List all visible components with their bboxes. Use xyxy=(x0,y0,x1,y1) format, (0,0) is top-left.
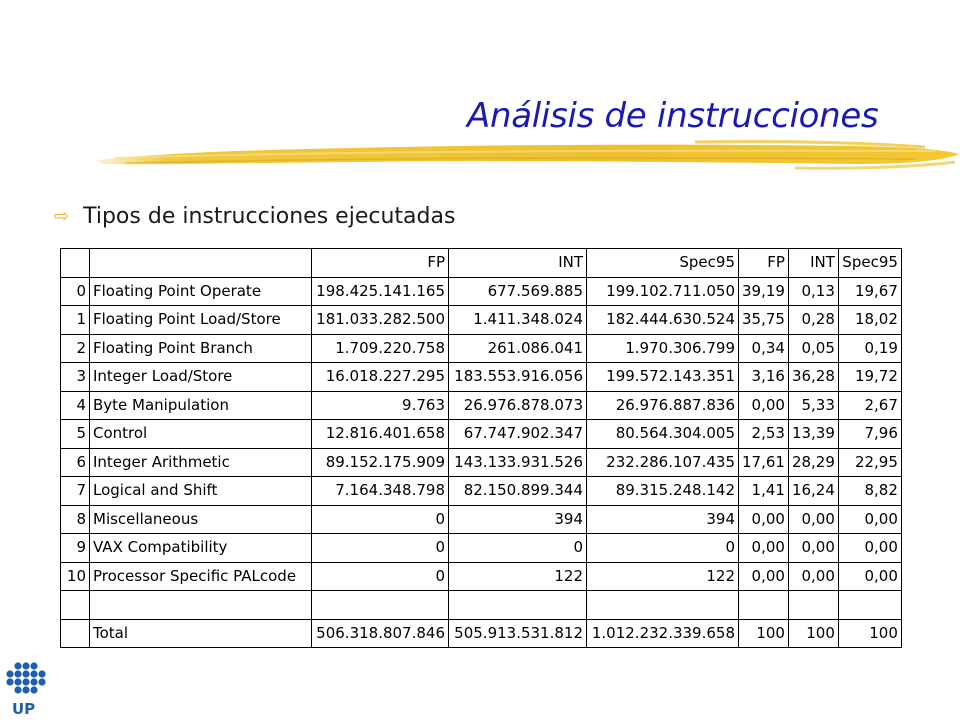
table-cell: 183.553.916.056 xyxy=(449,363,587,392)
table-cell: 12.816.401.658 xyxy=(312,420,449,449)
table-cell: 0,00 xyxy=(739,391,789,420)
table-cell: 1.012.232.339.658 xyxy=(587,619,739,648)
table-cell xyxy=(788,591,838,620)
table-cell: 35,75 xyxy=(739,306,789,335)
logo-dot xyxy=(30,662,37,669)
table-cell: 0 xyxy=(312,534,449,563)
table-cell: Floating Point Load/Store xyxy=(90,306,312,335)
logo-dot xyxy=(38,678,45,685)
logo-dot xyxy=(30,686,37,693)
table-row xyxy=(61,534,902,563)
table-cell: 394 xyxy=(449,505,587,534)
logo-dot xyxy=(6,678,13,685)
table-cell: 13,39 xyxy=(788,420,838,449)
table-cell: 6 xyxy=(61,448,90,477)
table-cell: 0,00 xyxy=(739,534,789,563)
table-header-row xyxy=(61,249,902,278)
table-cell: 122 xyxy=(449,562,587,591)
table-cell: Byte Manipulation xyxy=(90,391,312,420)
table-cell: 0,00 xyxy=(838,562,901,591)
logo-dot xyxy=(6,670,13,677)
table-cell: 0 xyxy=(449,534,587,563)
hollow-arrow-icon: ⇨ xyxy=(54,206,70,227)
table-cell: 89.152.175.909 xyxy=(312,448,449,477)
table-header-cell: INT xyxy=(449,249,587,278)
table-cell: 0,34 xyxy=(739,334,789,363)
table-cell: 0,00 xyxy=(739,505,789,534)
table-row xyxy=(61,334,902,363)
logo-dot xyxy=(14,686,21,693)
table-cell: 0,13 xyxy=(788,277,838,306)
table-row xyxy=(61,391,902,420)
bullet-item xyxy=(54,204,455,229)
table-cell: 16,24 xyxy=(788,477,838,506)
table-row xyxy=(61,477,902,506)
table-header-cell: FP xyxy=(739,249,789,278)
table-cell: 19,72 xyxy=(838,363,901,392)
table-cell xyxy=(61,591,90,620)
table-cell: 1.411.348.024 xyxy=(449,306,587,335)
table-row xyxy=(61,306,902,335)
table-row xyxy=(61,448,902,477)
table-cell: 198.425.141.165 xyxy=(312,277,449,306)
table-cell: 7,96 xyxy=(838,420,901,449)
table-cell: 82.150.899.344 xyxy=(449,477,587,506)
table-cell: 67.747.902.347 xyxy=(449,420,587,449)
table-cell: 1.970.306.799 xyxy=(587,334,739,363)
bullet-text: Tipos de instrucciones ejecutadas xyxy=(83,204,456,229)
table-cell: 505.913.531.812 xyxy=(449,619,587,648)
logo-dot xyxy=(22,662,29,669)
table-cell: 9.763 xyxy=(312,391,449,420)
table-cell xyxy=(587,591,739,620)
table-cell: 0,19 xyxy=(838,334,901,363)
table-cell: 0 xyxy=(587,534,739,563)
logo-dot xyxy=(38,670,45,677)
table-cell: 394 xyxy=(587,505,739,534)
table-row xyxy=(61,619,902,648)
table-cell: Processor Specific PALcode xyxy=(90,562,312,591)
table-cell: 5 xyxy=(61,420,90,449)
logo-dot xyxy=(14,670,21,677)
table-cell: 0 xyxy=(61,277,90,306)
table-cell: 0,00 xyxy=(788,562,838,591)
table-row xyxy=(61,277,902,306)
table-cell: Floating Point Operate xyxy=(90,277,312,306)
table-cell: 28,29 xyxy=(788,448,838,477)
table-cell: 4 xyxy=(61,391,90,420)
university-logo-icon xyxy=(6,662,46,716)
table-cell: 2,53 xyxy=(739,420,789,449)
table-row xyxy=(61,505,902,534)
table-cell: 0,28 xyxy=(788,306,838,335)
table-cell: 3 xyxy=(61,363,90,392)
table-cell xyxy=(739,591,789,620)
table-cell: VAX Compatibility xyxy=(90,534,312,563)
table-cell: 80.564.304.005 xyxy=(587,420,739,449)
table-cell: Integer Arithmetic xyxy=(90,448,312,477)
table-cell: 232.286.107.435 xyxy=(587,448,739,477)
table-cell: 8,82 xyxy=(838,477,901,506)
logo-dot xyxy=(22,686,29,693)
logo-dot xyxy=(22,678,29,685)
logo-text: UP xyxy=(12,700,36,716)
table-cell: 0,00 xyxy=(838,534,901,563)
table-cell: Control xyxy=(90,420,312,449)
table-header-cell: FP xyxy=(312,249,449,278)
table-cell: 199.102.711.050 xyxy=(587,277,739,306)
table-cell: Floating Point Branch xyxy=(90,334,312,363)
table-cell: 0,00 xyxy=(838,505,901,534)
table-cell: 10 xyxy=(61,562,90,591)
table-cell: 7.164.348.798 xyxy=(312,477,449,506)
logo-dot xyxy=(30,670,37,677)
table-header-cell: INT xyxy=(788,249,838,278)
table-cell: 0,00 xyxy=(739,562,789,591)
table-cell: 18,02 xyxy=(838,306,901,335)
table-cell: 2 xyxy=(61,334,90,363)
table-cell: 1.709.220.758 xyxy=(312,334,449,363)
table-cell: 182.444.630.524 xyxy=(587,306,739,335)
table-cell: 100 xyxy=(739,619,789,648)
table-cell xyxy=(90,591,312,620)
table-cell: 17,61 xyxy=(739,448,789,477)
table-cell: 16.018.227.295 xyxy=(312,363,449,392)
table-cell: 2,67 xyxy=(838,391,901,420)
logo-dot xyxy=(22,670,29,677)
table-row xyxy=(61,562,902,591)
table-cell: 143.133.931.526 xyxy=(449,448,587,477)
table-header-cell: Spec95 xyxy=(838,249,901,278)
table-cell xyxy=(312,591,449,620)
table-cell: Total xyxy=(90,619,312,648)
table-cell: Integer Load/Store xyxy=(90,363,312,392)
table-header-cell xyxy=(61,249,90,278)
table-cell: 199.572.143.351 xyxy=(587,363,739,392)
table-cell: Miscellaneous xyxy=(90,505,312,534)
table-header-cell xyxy=(90,249,312,278)
table-cell: 122 xyxy=(587,562,739,591)
table-cell: 8 xyxy=(61,505,90,534)
table-cell: 36,28 xyxy=(788,363,838,392)
table-cell: 7 xyxy=(61,477,90,506)
table-cell: 0,00 xyxy=(788,505,838,534)
table-cell: 0,05 xyxy=(788,334,838,363)
table-cell: 100 xyxy=(838,619,901,648)
table-row xyxy=(61,363,902,392)
logo-dot xyxy=(14,662,21,669)
table-row xyxy=(61,420,902,449)
table-cell: 1 xyxy=(61,306,90,335)
logo-dot xyxy=(30,678,37,685)
table-cell xyxy=(838,591,901,620)
table-cell: 0 xyxy=(312,505,449,534)
slide-title: Análisis de instrucciones xyxy=(467,96,879,136)
instruction-table xyxy=(60,248,902,648)
table-cell xyxy=(449,591,587,620)
table-cell: 9 xyxy=(61,534,90,563)
table-cell: 0 xyxy=(312,562,449,591)
table-cell xyxy=(61,619,90,648)
table-cell: 39,19 xyxy=(739,277,789,306)
table-cell: 89.315.248.142 xyxy=(587,477,739,506)
table-cell: 22,95 xyxy=(838,448,901,477)
logo-dot xyxy=(14,678,21,685)
table-cell: 5,33 xyxy=(788,391,838,420)
table-cell: 181.033.282.500 xyxy=(312,306,449,335)
table-cell: 261.086.041 xyxy=(449,334,587,363)
table-cell: 677.569.885 xyxy=(449,277,587,306)
table-header-cell: Spec95 xyxy=(587,249,739,278)
table-cell: 1,41 xyxy=(739,477,789,506)
table-cell: 19,67 xyxy=(838,277,901,306)
table-cell: 100 xyxy=(788,619,838,648)
brush-stroke-underline xyxy=(95,138,960,174)
table-cell: 0,00 xyxy=(788,534,838,563)
table-row xyxy=(61,591,902,620)
table-cell: 3,16 xyxy=(739,363,789,392)
table-cell: Logical and Shift xyxy=(90,477,312,506)
table-cell: 26.976.878.073 xyxy=(449,391,587,420)
table-cell: 506.318.807.846 xyxy=(312,619,449,648)
table-cell: 26.976.887.836 xyxy=(587,391,739,420)
